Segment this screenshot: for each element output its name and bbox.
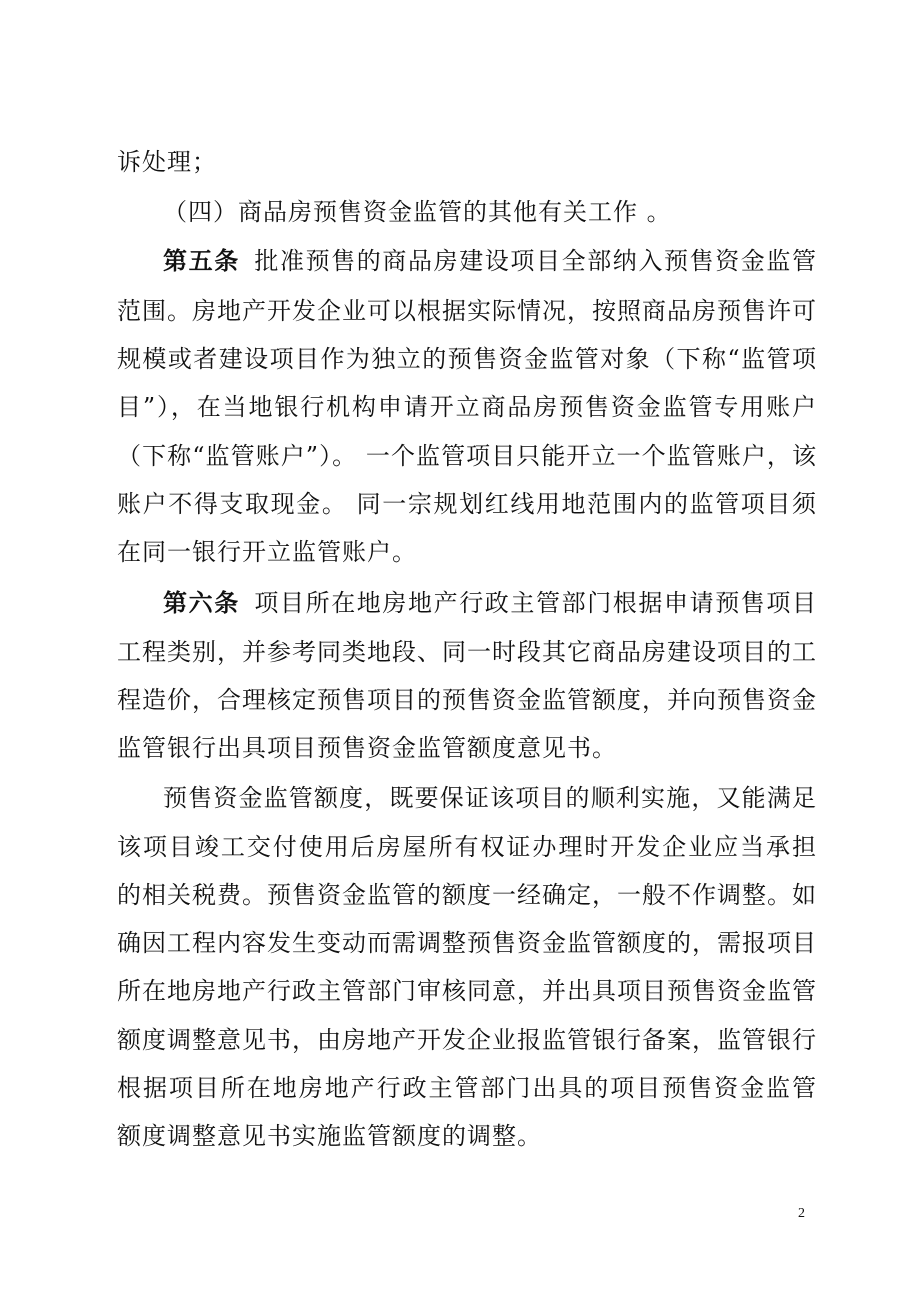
line-text: 在同一银行开立监管账户。 [117,538,417,566]
line-text: 确因工程内容发生变动而需调整预售资金监管额度的，需报项目 [117,929,817,957]
line-text: 根据项目所在地房地产行政主管部门出具的项目预售资金监管 [117,1074,817,1102]
text-line [117,531,817,573]
text-line [117,386,817,428]
line-text: 工程类别，并参考同类地段、同一时段其它商品房建设项目的工 [117,638,817,666]
line-text: 批准预售的商品房建设项目全部纳入预售资金监管 [253,247,818,275]
text-line [117,141,817,183]
text-line [117,435,817,477]
line-text: 所在地房地产行政主管部门审核同意，并出具项目预售资金监管 [117,977,817,1005]
line-text: 目”），在当地银行机构申请开立商品房预售资金监管专用账户 [117,393,817,421]
line-text: 程造价，合理核定预售项目的预售资金监管额度，并向预售资金 [117,686,817,714]
article-label: 第五条 [163,246,240,275]
line-text: 诉处理； [117,148,217,176]
text-line [117,679,817,721]
text-line [117,338,817,380]
line-text: 监管银行出具项目预售资金监管额度意见书。 [117,734,617,762]
line-text: 该项目竣工交付使用后房屋所有权证办理时开发企业应当承担 [117,833,817,861]
line-text: （下称“监管账户”）。 一个监管项目只能开立一个监管账户，该 [117,442,817,470]
line-text: 额度调整意见书实施监管额度的调整。 [117,1122,542,1150]
text-line [163,191,863,233]
text-line [117,631,817,673]
text-line [117,826,817,868]
text-line [117,290,817,332]
article-heading-line [163,582,817,624]
text-line [117,1115,817,1157]
line-text: 预售资金监管额度，既要保证该项目的顺利实施，又能满足 [163,784,817,812]
line-text: 项目所在地房地产行政主管部门根据申请预售项目 [253,589,818,617]
text-line [163,777,817,819]
text-line [117,483,817,525]
text-line [117,727,817,769]
line-text: 账户不得支取现金。 同一宗规划红线用地范围内的监管项目须 [117,490,817,518]
line-text: 额度调整意见书，由房地产开发企业报监管银行备案，监管银行 [117,1026,817,1054]
article-label: 第六条 [163,588,240,617]
text-line [117,922,817,964]
line-text: 的相关税费。预售资金监管的额度一经确定，一般不作调整。如 [117,881,817,909]
text-line [117,1067,817,1109]
text-line [117,1019,817,1061]
line-text: （四）商品房预售资金监管的其他有关工作 。 [163,198,672,226]
line-text: 范围。房地产开发企业可以根据实际情况，按照商品房预售许可 [117,297,817,325]
line-text: 规模或者建设项目作为独立的预售资金监管对象（下称“监管项 [117,345,817,373]
article-heading-line [163,240,817,282]
text-line [117,874,817,916]
page-number: 2 [798,1206,805,1221]
text-line [117,970,817,1012]
